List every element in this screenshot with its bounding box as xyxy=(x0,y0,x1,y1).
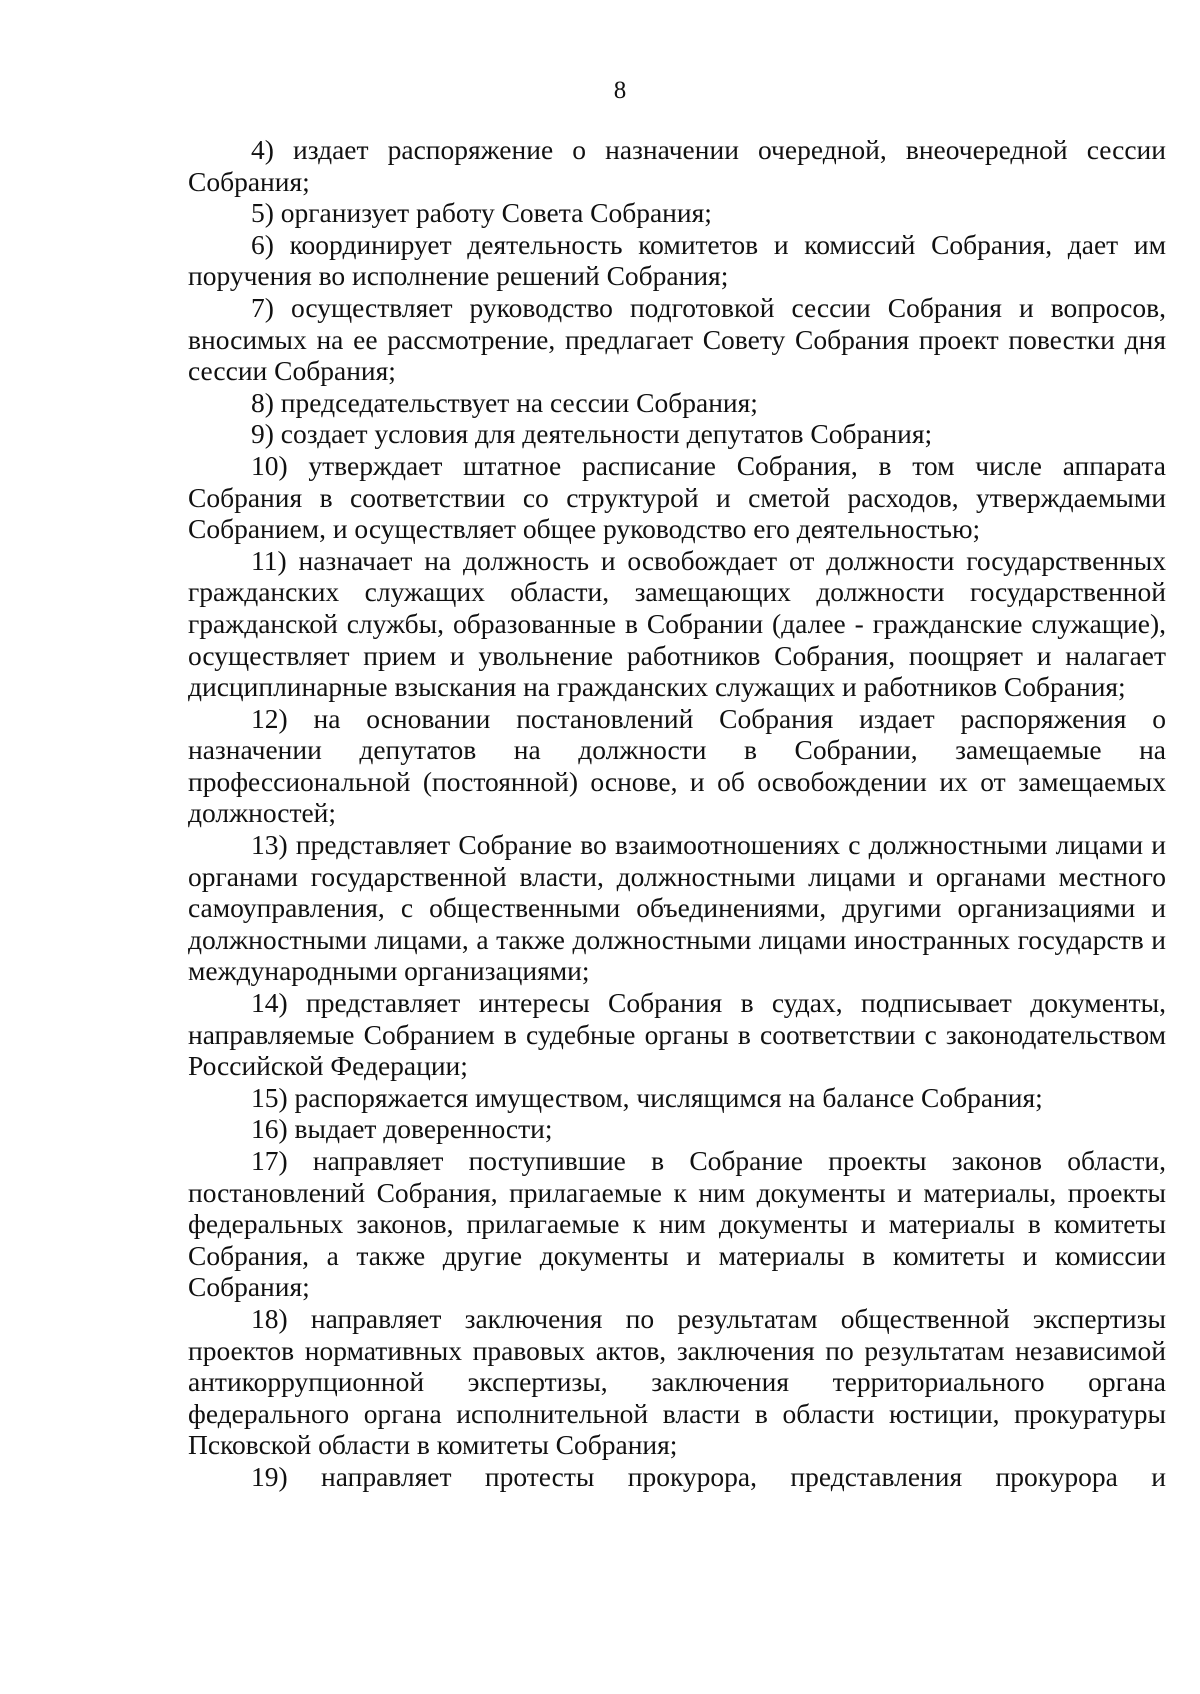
paragraph-item-9: 9) создает условия для деятельности депутатов Собрания; xyxy=(251,418,933,450)
paragraph-item-6: 6) координирует деятельность комитетов и комиссий Собрания, дает им поручения во исполнение решений Собрания; xyxy=(188,228,1166,292)
paragraph-item-11: 11) назначает на должность и освобождает от должности государственных гражданских служащих области, замещающих должности государственной гражданской службы, образованные в Собрании (далее - гражданские служащие), осуществляет прием и увольнение работников Собрания, поощряет и налагает дисциплинарные взыскания на гражданских служащих и работников Собрания; xyxy=(188,544,1166,703)
paragraph-item-14: 14) представляет интересы Собрания в судах, подписывает документы, направляемые Собранием в судебные органы в соответствии с законодательством Российской Федерации; xyxy=(188,987,1166,1082)
paragraph-item-18: 18) направляет заключения по результатам общественной экспертизы проектов нормативных правовых актов, заключения по результатам независимой антикоррупционной экспертизы, заключения территориального органа федерального органа исполнительной власти в области юстиции, прокуратуры Псковской области в комитеты Собрания; xyxy=(188,1302,1166,1461)
paragraph-item-12: 12) на основании постановлений Собрания издает распоряжения о назначении депутатов на должности в Собрании, замещаемые на профессиональной (постоянной) основе, и об освобождении их от замещаемых должностей; xyxy=(188,702,1166,829)
paragraph-item-10: 10) утверждает штатное расписание Собрания, в том числе аппарата Собрания в соответствии со структурой и сметой расходов, утверждаемыми Собранием, и осуществляет общее руководство его деятельностью; xyxy=(188,449,1166,545)
document-body xyxy=(188,134,1166,1493)
paragraph-item-8: 8) председательствует на сессии Собрания; xyxy=(251,386,758,418)
paragraph-item-15: 15) распоряжается имуществом, числящимся на балансе Собрания; xyxy=(251,1081,1043,1113)
paragraph-item-16: 16) выдает доверенности; xyxy=(251,1113,553,1145)
paragraph-item-17: 17) направляет поступившие в Собрание проекты законов области, постановлений Собрания, прилагаемые к ним документы и материалы, проекты федеральных законов, прилагаемые к ним документы и материалы в комитеты Собрания, а также другие документы и материалы в комитеты и комиссии Собрания; xyxy=(188,1145,1166,1303)
paragraph-item-5: 5) организует работу Совета Собрания; xyxy=(251,197,712,229)
paragraph-item-7: 7) осуществляет руководство подготовкой сессии Собрания и вопросов, вносимых на ее рассмотрение, предлагает Совету Собрания проект повестки дня сессии Собрания; xyxy=(188,291,1166,387)
page-number: 8 xyxy=(613,77,627,104)
paragraph-item-4: 4) издает распоряжение о назначении очередной, внеочередной сессии Собрания; xyxy=(188,134,1166,197)
paragraph-item-19: 19) направляет протесты прокурора, представления прокурора и xyxy=(251,1460,1166,1492)
paragraph-item-13: 13) представляет Собрание во взаимоотношениях с должностными лицами и органами государственной власти, должностными лицами и органами местного самоуправления, с общественными объединениями, другими организациями и должностными лицами, а также должностными лицами иностранных государств и международными организациями; xyxy=(188,829,1166,987)
